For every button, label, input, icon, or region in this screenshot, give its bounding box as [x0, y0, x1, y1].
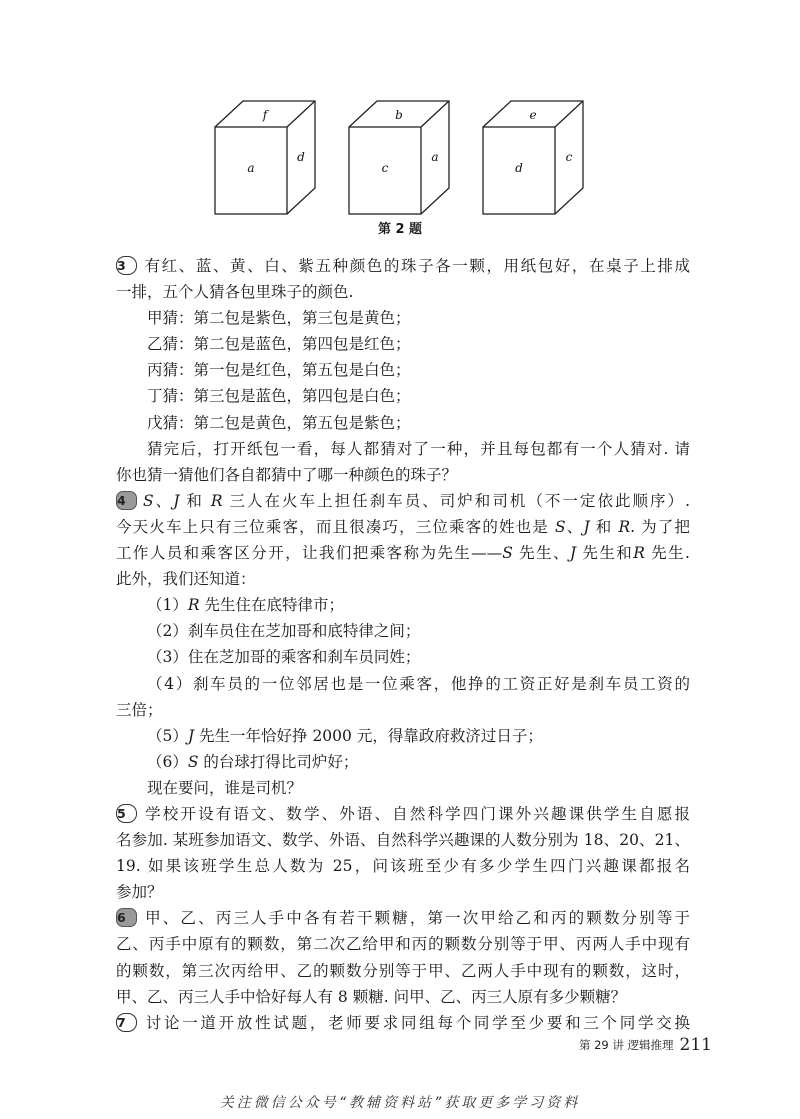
- cube-1-side-label: d: [297, 150, 305, 164]
- clue-4-line-1: （4）刹车员的一位邻居也是一位乘客，他挣的工资正好是刹车员工资的: [147, 674, 690, 693]
- page-number: 211: [679, 1035, 712, 1055]
- guess-bing: 丙猜：第一包是红色，第五包是白色；: [147, 361, 411, 380]
- clue-3: （3）住在芝加哥的乘客和刹车员同姓；: [147, 648, 421, 667]
- topic-label: 逻辑推理: [627, 1038, 674, 1052]
- page-footer: [579, 1035, 712, 1055]
- guess-ding: 丁猜：第三包是蓝色，第四包是白色；: [147, 387, 411, 406]
- lecture-label: 第 29 讲: [578, 1038, 624, 1052]
- problem-4-question: 现在要问，谁是司机？: [147, 778, 303, 797]
- problem-6-line-3: 的颗数，第三次丙给甲、乙的颗数分别等于甲、乙两人手中现有的颗数，这时，: [116, 961, 690, 980]
- problem-6-line-4: 甲、乙、丙三人手中恰好每人有 8 颗糖. 问甲、乙、丙三人原有多少颗糖？: [116, 987, 627, 1006]
- clue-1: （1）R 先生住在底特律市；: [147, 596, 344, 615]
- problem-5-line-1: 5 学校开设有语文、数学、外语、自然科学四门课外兴趣课供学生自愿报: [117, 804, 690, 823]
- clue-6: （6）S 的台球打得比司炉好；: [147, 752, 359, 771]
- figure-caption: 第 2 题: [377, 222, 423, 237]
- clue-5: （5）J 先生一年恰好挣 2000 元，得靠政府救济过日子；: [147, 726, 543, 745]
- problem-3-line-2: 一排，五个人猜各包里珠子的颜色.: [116, 283, 354, 302]
- cube-2-top-label: b: [395, 108, 403, 122]
- problem-6-line-1: 6 甲、乙、丙三人手中各有若干颗糖，第一次甲给乙和丙的颗数分别等于: [117, 909, 690, 928]
- problem-3-number: 3: [116, 256, 137, 275]
- watermark-text: 关注微信公众号“教辅资料站”获取更多学习资料: [219, 1095, 581, 1111]
- clue-4-line-2: 三倍；: [116, 700, 163, 719]
- cube-2-side-label: a: [431, 150, 439, 164]
- problem-6-number: 6: [116, 908, 137, 927]
- cube-1-front-label: a: [247, 161, 255, 175]
- problem-4-line-1: 4 S、J 和 R 三人在火车上担任刹车员、司炉和司机（不一定依此顺序）.: [117, 491, 690, 510]
- problem-5-line-3: 19. 如果该班学生总人数为 25，问该班至少有多少学生四门兴趣课都报名: [116, 857, 690, 876]
- problem-list: [116, 253, 690, 1036]
- problem-4-line-2: 今天火车上只有三位乘客，而且很凑巧，三位乘客的姓也是 S、J 和 R. 为了把: [116, 517, 690, 536]
- problem-5-number: 5: [116, 804, 137, 823]
- problem-4-line-3: 工作人员和乘客区分开，让我们把乘客称为先生——S 先生、J 先生和R 先生.: [116, 544, 690, 563]
- problem-4-number: 4: [116, 491, 137, 510]
- problem-3-line-3: 猜完后，打开纸包一看，每人都猜对了一种，并且每包都有一个人猜对. 请: [147, 439, 690, 458]
- problem-6-line-2: 乙、丙手中原有的颗数，第二次乙给甲和丙的颗数分别等于甲、丙两人手中现有: [116, 935, 690, 954]
- clue-2: （2）刹车员住在芝加哥和底特律之间；: [147, 622, 421, 641]
- problem-5-line-4: 参加？: [116, 883, 163, 902]
- problem-7-number: 7: [116, 1013, 137, 1032]
- cube-2-front-label: c: [381, 161, 389, 175]
- cube-1-top-label: f: [262, 108, 268, 122]
- cube-3-top-label: e: [529, 108, 537, 122]
- problem-5-line-2: 名参加. 某班参加语文、数学、外语、自然科学兴趣课的人数分别为 18、20、21、: [116, 831, 690, 850]
- problem-3-line-4: 你也猜一猜他们各自都猜中了哪一种颜色的珠子？: [116, 465, 458, 484]
- problem-3-line-1: 3 有红、蓝、黄、白、紫五种颜色的珠子各一颗，用纸包好，在桌子上排成: [117, 257, 690, 275]
- guess-wu: 戊猜：第二包是黄色，第五包是紫色；: [147, 413, 411, 432]
- guess-yi: 乙猜：第二包是蓝色，第四包是红色；: [147, 335, 411, 354]
- problem-4-line-4: 此外，我们还知道：: [116, 570, 256, 589]
- problem-7-line-1: 7 讨论一道开放性试题，老师要求同组每个同学至少要和三个同学交换: [117, 1013, 690, 1032]
- cube-3-side-label: c: [565, 150, 573, 164]
- cube-3-front-label: d: [515, 161, 523, 175]
- guess-jia: 甲猜：第二包是紫色，第三包是黄色；: [147, 309, 411, 328]
- cubes-figure: [200, 95, 620, 220]
